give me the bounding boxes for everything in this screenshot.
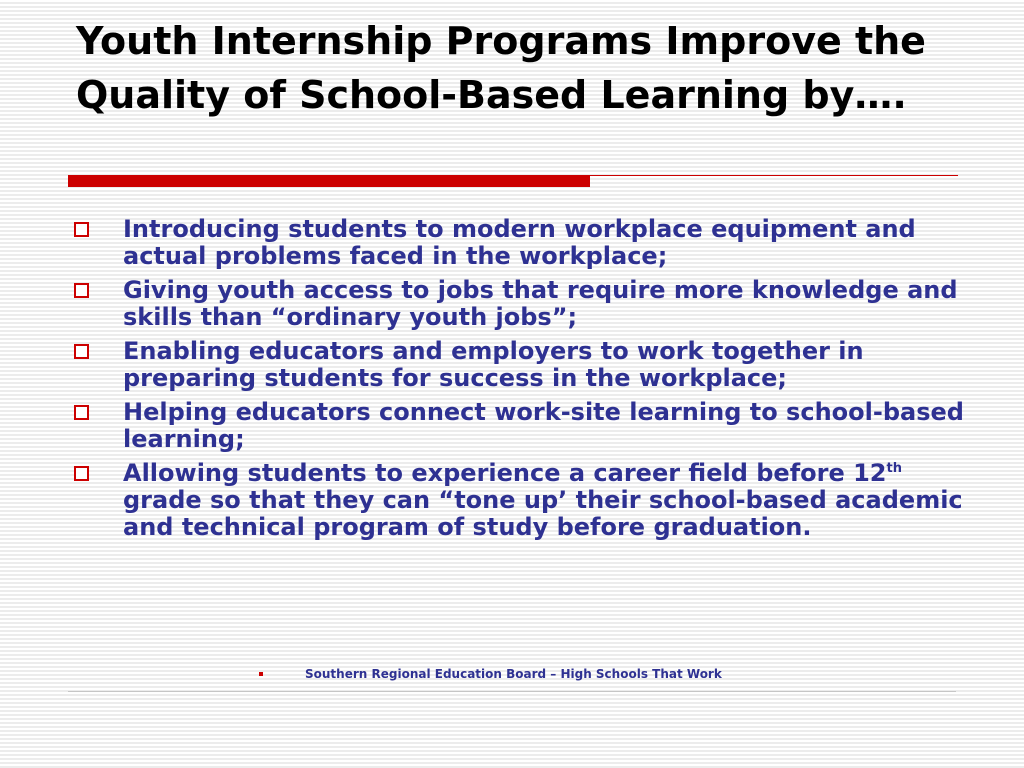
small-square-bullet-icon bbox=[259, 672, 263, 676]
bullet-item bbox=[72, 216, 972, 270]
hollow-square-bullet-icon bbox=[74, 405, 89, 420]
hollow-square-bullet-icon bbox=[74, 344, 89, 359]
hollow-square-bullet-icon bbox=[74, 283, 89, 298]
bullet-item bbox=[72, 399, 972, 453]
title-underline-bar bbox=[68, 175, 590, 187]
footer-divider bbox=[68, 691, 956, 692]
bullet-item bbox=[72, 277, 972, 331]
bullet-list bbox=[72, 216, 972, 548]
bullet-item bbox=[72, 460, 972, 541]
hollow-square-bullet-icon bbox=[74, 222, 89, 237]
bullet-item bbox=[72, 338, 972, 392]
bullet-text: Introducing students to modern workplace equipment and actual problems faced in the workplace; bbox=[123, 215, 916, 270]
bullet-text: Giving youth access to jobs that require more knowledge and skills than “ordinary youth jobs”; bbox=[123, 276, 958, 331]
slide-title: Youth Internship Programs Improve the Quality of School-Based Learning by…. bbox=[76, 19, 926, 117]
bullet-text-start: Allowing students to experience a career field before 12 bbox=[123, 459, 887, 487]
hollow-square-bullet-icon bbox=[74, 466, 89, 481]
bullet-text: Enabling educators and employers to work together in preparing students for success in the workplace; bbox=[123, 337, 864, 392]
bullet-text: Helping educators connect work-site learning to school-based learning; bbox=[123, 398, 964, 453]
bullet-text-end: grade so that they can “tone up’ their school-based academic and technical program of study before graduation. bbox=[123, 486, 963, 541]
ordinal-superscript: th bbox=[886, 461, 902, 476]
title-underline-thin bbox=[590, 175, 958, 176]
footer-text: Southern Regional Education Board – High Schools That Work bbox=[305, 667, 722, 681]
